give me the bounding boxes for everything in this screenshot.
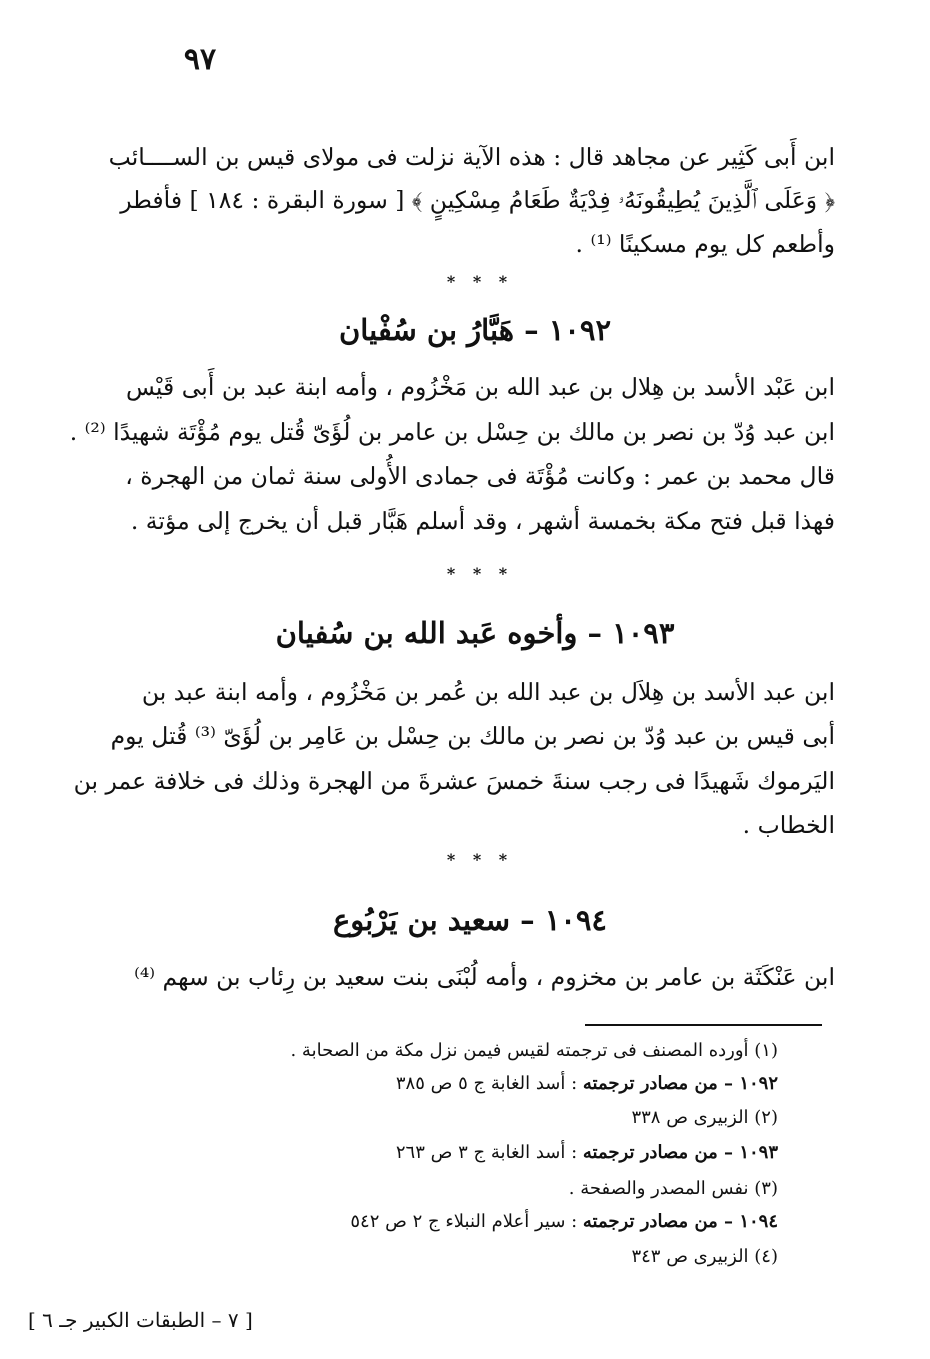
sources-1093-label: ١٠٩٣ – من مصادر ترجمته	[582, 1142, 778, 1163]
footnote-1: (١) أورده المصنف فى ترجمته لقيس فيمن نزل مكة من الصحابة .	[290, 1040, 778, 1061]
intro-line-1: ابن أَبى كَثِير عن مجاهد قال : هذه الآية نزلت فى مولاى قيس بن الســــائب	[108, 143, 835, 171]
intro-line-3: وأطعم كل يوم مسكينًا ⁽¹⁾ .	[575, 230, 835, 258]
intro-line-2: ﴿ وَعَلَى ٱلَّذِينَ يُطِيقُونَهُۥ فِدْيَةٌ طَعَامُ مِسْكِينٍ ﴾ [ سورة البقرة : ١٨٤ ] فأفطر	[120, 186, 835, 214]
entry-1093-line-4: الخطاب .	[742, 811, 835, 839]
sources-1092-text: : أسد الغابة ج ٥ ص ٣٨٥	[395, 1073, 583, 1094]
footnote-3: (٣) نفس المصدر والصفحة .	[568, 1178, 778, 1199]
entry-1092-line-1: ابن عَبْد الأسد بن هِلال بن عبد الله بن مَخْزُوم ، وأمه ابنة عبد بن أَبى قَيْس	[125, 373, 835, 401]
sources-1093-text: : أسد الغابة ج ٣ ص ٢٦٣	[395, 1142, 583, 1163]
sources-1092-label: ١٠٩٢ – من مصادر ترجمته	[582, 1073, 778, 1094]
sources-1093	[396, 1140, 778, 1166]
page-number: ٩٧	[183, 42, 217, 77]
entry-1092-line-2: ابن عبد وُدّ بن نصر بن مالك بن حِسْل بن عامر بن لُؤَىّ قُتل يوم مُؤْتَة شهيدًا ⁽²⁾ .	[69, 418, 835, 446]
sources-1092	[396, 1071, 778, 1097]
section-separator: * * *	[446, 272, 514, 291]
entry-1093-line-2: أبى قيس بن عبد وُدّ بن نصر بن مالك بن حِسْل بن عَامِر بن لُؤَىّ ⁽³⁾ قُتل يوم	[110, 722, 835, 750]
sources-1094	[350, 1209, 778, 1235]
entry-1093-title: ١٠٩٣ – وأخوه عَبد الله بن سُفيان	[275, 616, 675, 650]
entry-1093-line-1: ابن عبد الأسد بن هِلاَل بن عبد الله بن عُمر بن مَخْزُوم ، وأمه ابنة عبد بن	[141, 678, 835, 706]
sources-1094-label: ١٠٩٤ – من مصادر ترجمته	[582, 1211, 778, 1232]
page-footer: [ ٧ – الطبقات الكبير جـ ٦ ]	[28, 1308, 253, 1332]
entry-1094-line-1: ابن عَنْكَثَة بن عامر بن مخزوم ، وأمه لُبْنَى بنت سعيد بن رِئاب بن سهم ⁽⁴⁾	[134, 963, 835, 991]
footnote-4: (٤) الزبيرى ص ٣٤٣	[631, 1246, 778, 1267]
entry-1093-line-3: اليَرموك شَهيدًا فى رجب سنةَ خمسَ عشرةَ من الهجرة وذلك فى خلافة عمر بن	[73, 767, 835, 795]
footnote-divider	[585, 1024, 822, 1026]
section-separator: * * *	[446, 564, 514, 583]
entry-1092-title: ١٠٩٢ – هَبَّارُ بن سُفْيان	[338, 313, 612, 347]
entry-1094-title: ١٠٩٤ – سعيد بن يَرْبُوع	[332, 903, 608, 937]
section-separator: * * *	[446, 850, 514, 869]
entry-1092-line-4: فهذا قبل فتح مكة بخمسة أشهر ، وقد أسلم هَبَّار قبل أن يخرج إلى مؤتة .	[130, 507, 835, 535]
sources-1094-text: : سير أعلام النبلاء ج ٢ ص ٥٤٢	[350, 1211, 583, 1232]
entry-1092-line-3: قال محمد بن عمر : وكانت مُؤْتَة فى جمادى الأُولى سنة ثمان من الهجرة ،	[125, 462, 835, 490]
footnote-2: (٢) الزبيرى ص ٣٣٨	[631, 1107, 778, 1128]
